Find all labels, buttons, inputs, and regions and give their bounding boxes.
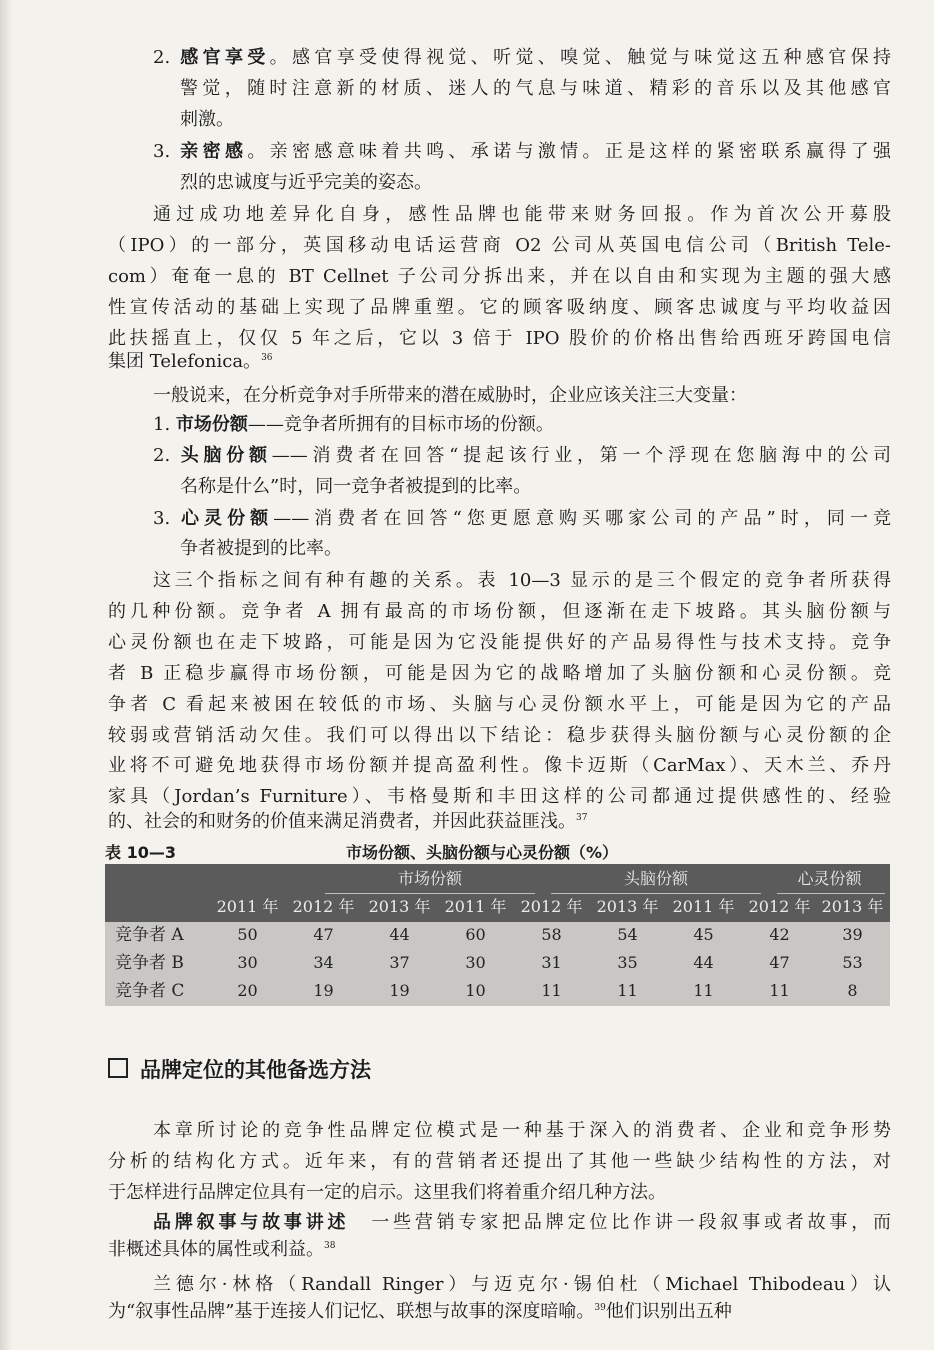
footnote-ref: 38 [324, 1241, 336, 1251]
row-label: 竞争者 C [115, 981, 185, 1001]
list-item-intimacy-line2: 烈的忠诚度与近乎完美的姿态。 [180, 172, 432, 193]
footnote-ref: 36 [261, 353, 273, 363]
list-item-sensory-line3: 刺激。 [180, 109, 234, 130]
para2-line: 较弱或营销活动欠佳。我们可以得出以下结论：稳步获得头脑份额与心灵份额的企 [108, 725, 891, 746]
year-header: 2012 年 [292, 897, 355, 916]
term-heart-share: 心灵份额 [180, 508, 274, 529]
table-cell: 34 [313, 953, 334, 972]
para2-line: 这三个指标之间有种有趣的关系。表 10—3 显示的是三个假定的竞争者所获得 [153, 570, 891, 591]
para2-last-line: 的、社会的和财务的价值来满足消费者，并因此获益匪浅。$^{37}$ [108, 811, 588, 832]
table-cell: 54 [617, 925, 638, 944]
term-mind-share: 头脑份额 [180, 445, 272, 466]
table-cell: 44 [693, 953, 714, 972]
para2-line: 的几种份额。竞争者 A 拥有最高的市场份额，但逐渐在走下坡路。其头脑份额与 [108, 601, 891, 622]
table-header [105, 864, 890, 922]
para4-first-line: 品牌叙事与故事讲述 一些营销专家把品牌定位比作讲一段叙事或者故事，而 [153, 1212, 892, 1233]
group-rule [325, 893, 535, 894]
table-cell: 37 [389, 953, 410, 972]
para1-line: 性宣传活动的基础上实现了品牌重塑。它的顾客吸纳度、顾客忠诚度与平均收益因 [108, 297, 891, 318]
para2-line: 心灵份额也在走下坡路，可能是因为它没能提供好的产品易得性与技术支持。竞争 [108, 632, 891, 653]
table-title: 市场份额、头脑份额与心灵份额（%） [346, 843, 619, 862]
table-cell: 20 [237, 981, 258, 1000]
group-rule [551, 893, 761, 894]
intro-three-variables: 一般说来，在分析竞争对手所带来的潜在威胁时，企业应该关注三大变量： [153, 385, 747, 406]
para2-line: 争者 C 看起来被困在较低的市场、头脑与心灵份额水平上，可能是因为它的产品 [108, 694, 891, 715]
table-cell: 53 [842, 953, 863, 972]
list-item-market-share: 1. 市场份额——竞争者所拥有的目标市场的份额。 [153, 414, 554, 435]
para2-line: 家具（Jordan’s Furniture）、韦格曼斯和丰田这样的公司都通过提供感性的、经验 [108, 786, 891, 807]
year-header: 2013 年 [368, 897, 431, 916]
term-sensory: 感官享受 [180, 47, 270, 68]
footnote-ref: 39 [594, 1303, 606, 1313]
list-item-mind-share-line2: 名称是什么”时，同一竞争者被提到的比率。 [180, 476, 532, 497]
section-title: 品牌定位的其他备选方法 [140, 1058, 371, 1082]
year-header: 2012 年 [520, 897, 583, 916]
square-bullet-icon [108, 1058, 128, 1078]
para1-last-line: 集团 Telefonica。$^{36}$ [108, 351, 273, 372]
table-cell: 50 [237, 925, 258, 944]
table-cell: 35 [617, 953, 638, 972]
page-edge-shadow [0, 0, 12, 1350]
year-header: 2011 年 [444, 897, 507, 916]
table-cell: 8 [847, 981, 858, 1000]
term-intimacy: 亲密感 [180, 141, 248, 162]
row-label: 竞争者 B [115, 953, 184, 973]
row-label: 竞争者 A [115, 925, 184, 945]
list-item-heart-share-line2: 争者被提到的比率。 [180, 538, 342, 559]
table-cell: 45 [693, 925, 714, 944]
list-item-intimacy: 3. 亲密感。亲密感意味着共鸣、承诺与激情。正是这样的紧密联系赢得了强 [153, 141, 892, 162]
para2-line: 业将不可避免地获得市场份额并提高盈利性。像卡迈斯（CarMax）、天木兰、乔丹 [108, 755, 891, 776]
table-cell: 42 [769, 925, 790, 944]
para5-line: 兰德尔·林格（Randall Ringer）与迈克尔·锡伯杜（Michael Thibodeau）认 [153, 1274, 891, 1295]
para3-line: 于怎样进行品牌定位具有一定的启示。这里我们将着重介绍几种方法。 [108, 1182, 666, 1203]
year-header: 2011 年 [216, 897, 279, 916]
list-item-mind-share: 2. 头脑份额——消费者在回答“提起该行业，第一个浮现在您脑海中的公司 [153, 445, 892, 466]
list-item-heart-share: 3. 心灵份额——消费者在回答“您更愿意购买哪家公司的产品”时，同一竞 [153, 508, 891, 529]
group-header-heart: 心灵份额 [797, 869, 862, 888]
table-cell: 11 [541, 981, 562, 1000]
group-header-market: 市场份额 [397, 869, 462, 888]
table-cell: 11 [769, 981, 790, 1000]
para2-line: 者 B 正稳步赢得市场份额，可能是因为它的战略增加了头脑份额和心灵份额。竞 [108, 663, 891, 684]
table-cell: 30 [465, 953, 486, 972]
group-header-mind: 头脑份额 [623, 869, 688, 888]
year-header: 2012 年 [748, 897, 811, 916]
table-cell: 47 [313, 925, 334, 944]
table-cell: 60 [465, 925, 486, 944]
para4-last-line: 非概述具体的属性或利益。$^{38}$ [108, 1239, 336, 1260]
para1-line: 通过成功地差异化自身，感性品牌也能带来财务回报。作为首次公开募股 [153, 204, 891, 225]
table-cell: 47 [769, 953, 790, 972]
table-cell: 19 [313, 981, 334, 1000]
table-cell: 31 [541, 953, 562, 972]
para5-last-line: 为“叙事性品牌”基于连接人们记忆、联想与故事的深度暗喻。$^{39}$他们识别出五种 [108, 1301, 732, 1322]
table-cell: 11 [617, 981, 638, 1000]
section-heading [108, 1055, 371, 1085]
para1-line: （IPO）的一部分，英国移动电话运营商 O2 公司从英国电信公司（British Tele- [108, 235, 891, 256]
table-label: 表 10—3 [105, 843, 176, 862]
table-cell: 58 [541, 925, 562, 944]
table-body [105, 922, 890, 1006]
para3-line: 本章所讨论的竞争性品牌定位模式是一种基于深入的消费者、企业和竞争形势 [153, 1120, 891, 1141]
term-brand-narrative: 品牌叙事与故事讲述 [153, 1212, 350, 1233]
term-market-share: 市场份额 [175, 414, 248, 435]
table-cell: 44 [389, 925, 410, 944]
table-cell: 11 [693, 981, 714, 1000]
list-item-sensory-line2: 警觉，随时注意新的材质、迷人的气息与味道、精彩的音乐以及其他感官 [180, 78, 891, 99]
list-item-sensory: 2. 感官享受。感官享受使得视觉、听觉、嗅觉、触觉与味觉这五种感官保持 [153, 47, 892, 68]
group-rule [777, 893, 885, 894]
year-header: 2013 年 [821, 897, 884, 916]
year-header: 2011 年 [672, 897, 735, 916]
para1-line: com）奄奄一息的 BT Cellnet 子公司分拆出来，并在以自由和实现为主题的强大感 [108, 266, 891, 287]
para3-line: 分析的结构化方式。近年来，有的营销者还提出了其他一些缺少结构性的方法，对 [108, 1151, 891, 1172]
year-header: 2013 年 [596, 897, 659, 916]
table-cell: 30 [237, 953, 258, 972]
table-cell: 39 [842, 925, 863, 944]
footnote-ref: 37 [576, 813, 588, 823]
para1-line: 此扶摇直上，仅仅 5 年之后，它以 3 倍于 IPO 股价的价格出售给西班牙跨国电信 [108, 328, 891, 349]
table-cell: 10 [465, 981, 486, 1000]
share-table [105, 864, 890, 1006]
table-cell: 19 [389, 981, 410, 1000]
